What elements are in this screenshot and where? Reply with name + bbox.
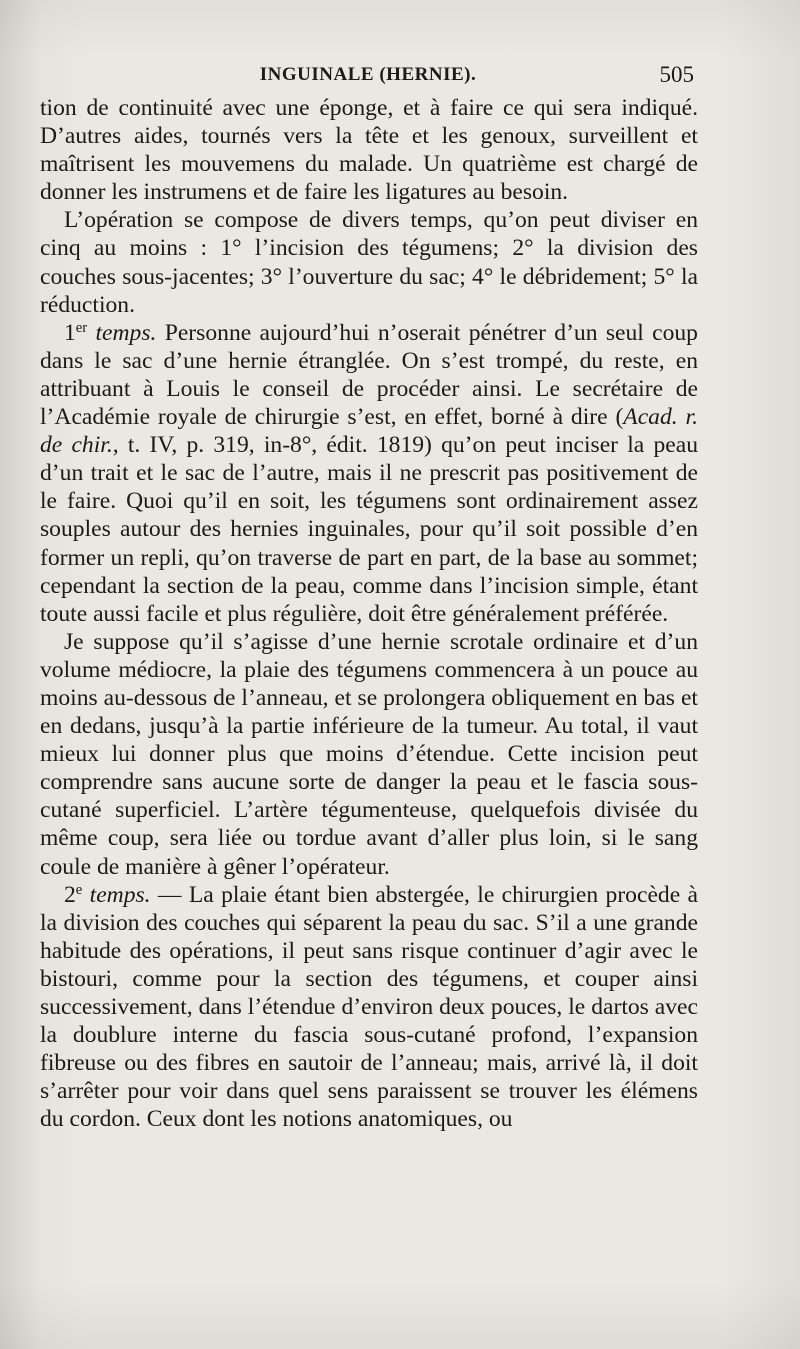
paragraph-first-step [40,319,698,628]
paragraph-operation-steps: L’opération se compose de divers temps, qu’on peut diviser en cinq au moins : 1° l’incision des tégumens; 2° la division des couches sous-jacentes; 3° l’ouverture du sac; 4° le débridement; 5° la réduction. [40,207,698,318]
paragraph-incision-description: Je suppose qu’il s’agisse d’une hernie scrotale ordinaire et d’un volume médiocre, la plaie des tégumens commencera à un pouce au moins au-dessous de l’anneau, et se prolongera obliquement en bas et en dedans, jusqu’à la partie inférieure de la tumeur. Au total, il vaut mieux lui donner plus que moins d’étendue. Cette incision peut comprendre sans aucune sorte de danger la peau et le fascia sous-cutané superficiel. L’artère tégumenteuse, quelquefois divisée du même coup, sera liée ou tordue avant d’aller plus loin, si le sang coule de manière à gêner l’opérateur. [40,628,698,880]
step-label: temps. [95,319,157,346]
running-title [40,64,696,86]
step-number: 1 [64,319,76,346]
step-ordinal-suffix: er [75,319,88,336]
paragraph-continuation: tion de continuité avec une éponge, et à faire ce qui sera indiqué. D’autres aides, tournés vers la tête et les genoux, surveillent et maîtrisent les mouvemens du malade. Un quatrième est chargé de donner les instrumens et de faire les ligatures au besoin. [40,95,698,206]
page-number: 505 [659,62,694,87]
step-text-part-b: , t. IV, p. 319, in-8°, édit. 1819) qu’on peut inciser la peau d’un trait et le sac de l’autre, mais il ne prescrit pas positivement de le faire. Quoi qu’il en soit, les tégumens sont ordinairement assez souples autour des hernies inguinales, pour qu’il soit possible d’en former un repli, qu’on traverse de part en part, de la base au sommet; cependant la section de la peau, comme dans l’incision simple, étant toute aussi facile et plus régulière, doit être généralement préférée. [40,432,698,627]
running-head [40,62,696,92]
running-title-paren: (HERNIE). [379,64,477,85]
step-text: — La plaie étant bien abstergée, le chirurgien procède à la division des couches qui séparent la peau du sac. S’il a une grande habitude des opérations, il peut sans risque continuer d’agir avec le bistouri, comme pour la section des tégumens, et couper ainsi successivement, dans l’étendue d’environ deux pouces, le dartos avec la doublure interne du fascia sous-cutané profond, l’expansion fibreuse ou des fibres en sautoir de l’anneau; mais, arrivé là, il doit s’arrêter pour voir dans quel sens paraissent se trouver les élémens du cordon. Ceux dont les notions anatomiques, ou [40,881,698,1133]
citation-reference: Acad. r. de chir. [40,404,698,459]
running-title-main: INGUINALE [259,64,375,85]
body-text [40,94,698,1133]
paragraph-second-step [40,881,698,1134]
step-ordinal-suffix: e [75,881,83,898]
step-text-part-a: Personne aujourd’hui n’oserait pénétrer d’un seul coup dans le sac d’une hernie étranglée. On s’est trompé, du reste, en attribuant à Louis le conseil de procéder ainsi. Le secrétaire de l’Académie royale de chirurgie s’est, en effet, borné à dire ( [40,319,698,431]
step-label: temps. [89,881,151,908]
step-number: 2 [64,881,76,908]
